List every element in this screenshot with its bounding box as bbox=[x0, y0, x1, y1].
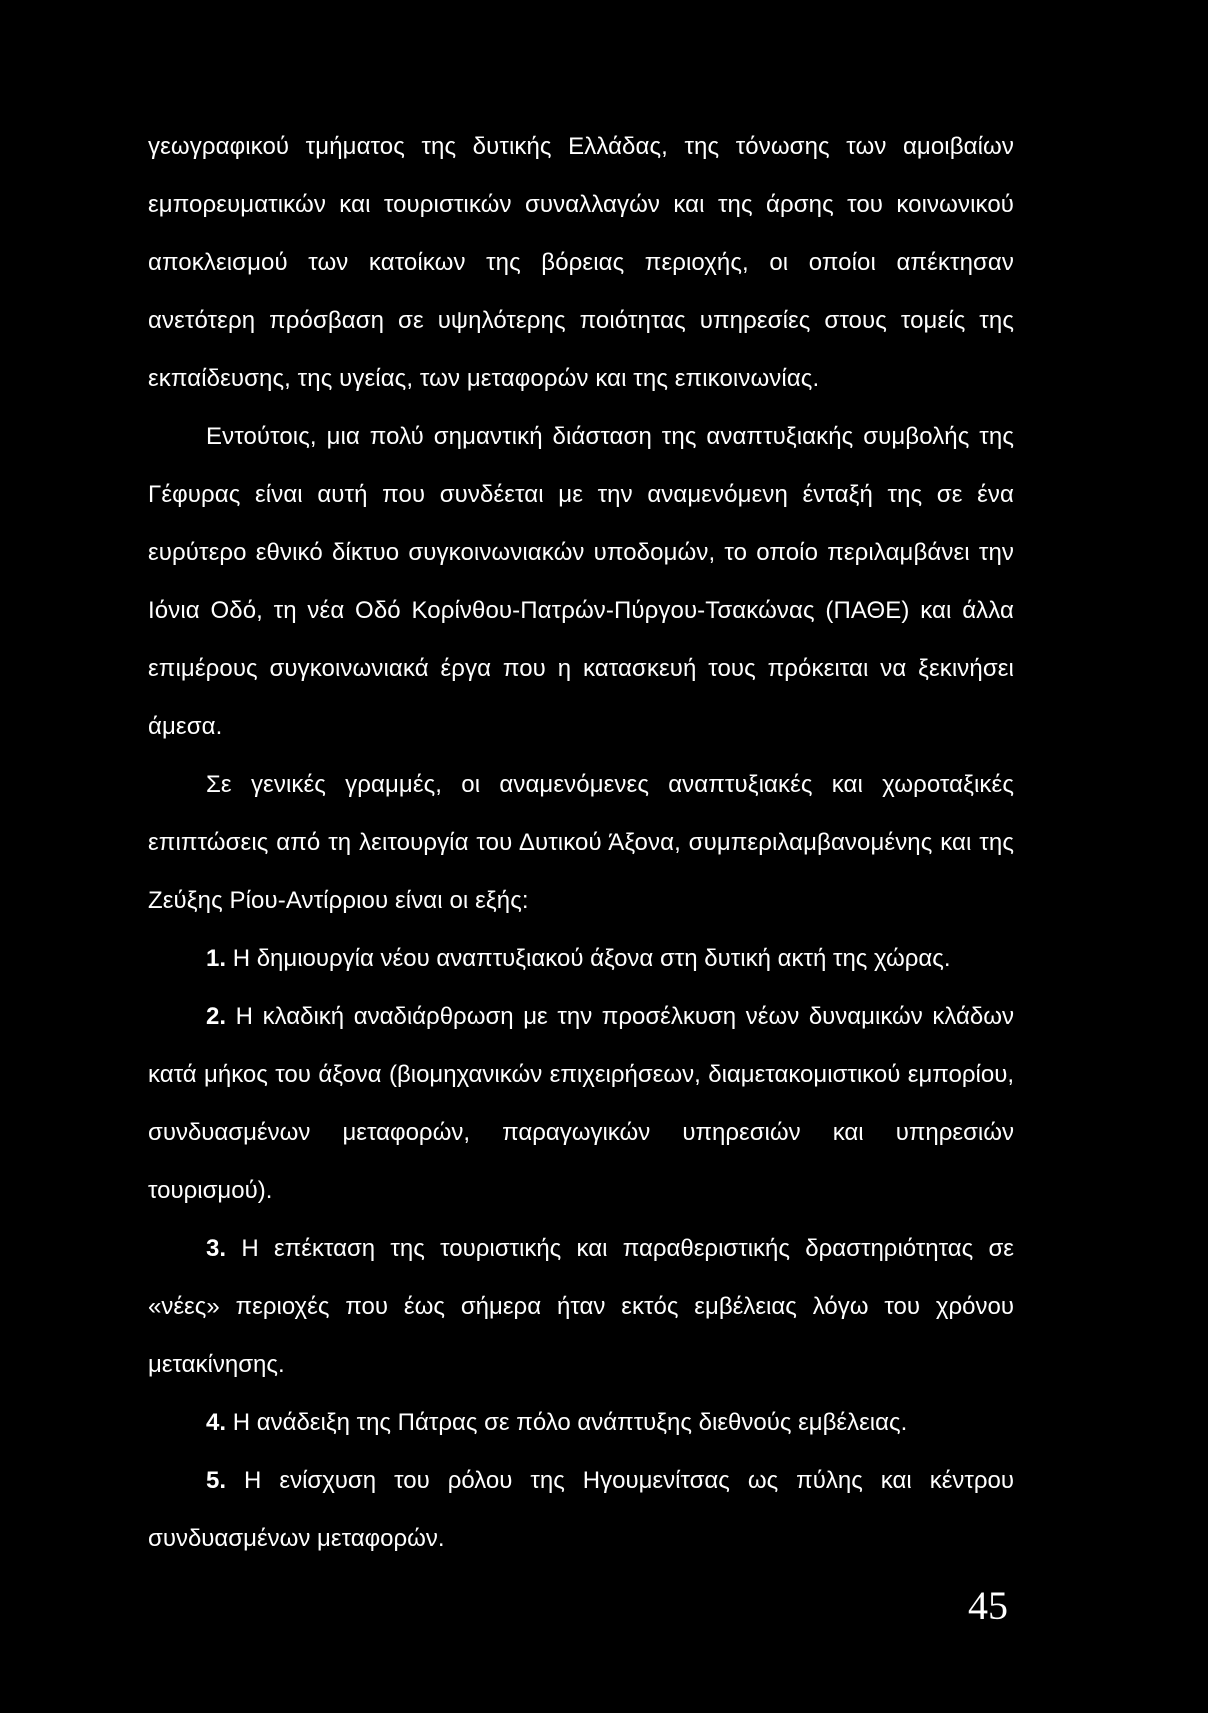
impacts-list bbox=[148, 930, 1014, 1568]
list-item bbox=[148, 1452, 1014, 1568]
list-item bbox=[148, 930, 1014, 988]
list-item bbox=[148, 988, 1014, 1220]
list-item-text: Η επέκταση της τουριστικής και παραθεριστικής δραστηριότητας σε «νέες» περιοχές που έως σήμερα ήταν εκτός εμβέλειας λόγω του χρόνου μετακίνησης. bbox=[148, 1235, 1015, 1378]
list-item bbox=[148, 1220, 1014, 1394]
list-item-number: 1. bbox=[206, 945, 227, 972]
list-item-number: 5. bbox=[206, 1467, 227, 1494]
list-item-number: 4. bbox=[206, 1409, 227, 1436]
page-number: 45 bbox=[968, 1583, 1008, 1628]
paragraph-impacts-intro: Σε γενικές γραμμές, οι αναμενόμενες αναπτυξιακές και χωροταξικές επιπτώσεις από τη λειτουργία του Δυτικού Άξονα, συμπεριλαμβανομένης και της Ζεύξης Ρίου-Αντίρριου είναι οι εξής: bbox=[148, 771, 1014, 914]
list-item-text: Η ανάδειξη της Πάτρας σε πόλο ανάπτυξης διεθνούς εμβέλειας. bbox=[232, 1409, 908, 1436]
document-body bbox=[148, 118, 1014, 1568]
list-item-text: Η δημιουργία νέου αναπτυξιακού άξονα στη δυτική ακτή της χώρας. bbox=[232, 945, 951, 972]
paragraph-continuation: γεωγραφικού τμήματος της δυτικής Ελλάδας, της τόνωσης των αμοιβαίων εμπορευματικών και τουριστικών συναλλαγών και της άρσης του κοινωνικού αποκλεισμού των κατοίκων της βόρειας περιοχής, οι οποίοι απέκτησαν ανετότερη πρόσβαση σε υψηλότερης ποιότητας υπηρεσίες στους τομείς της εκπαίδευσης, της υγείας, των μεταφορών και της επικοινωνίας. bbox=[148, 133, 1014, 392]
list-item-number: 3. bbox=[206, 1235, 227, 1262]
list-item-number: 2. bbox=[206, 1003, 227, 1030]
list-item-text: Η κλαδική αναδιάρθρωση με την προσέλκυση νέων δυναμικών κλάδων κατά μήκος του άξονα (βιομηχανικών επιχειρήσεων, διαμετακομιστικού εμπορίου, συνδυασμένων μεταφορών, παραγωγικών υπηρεσιών και υπηρεσιών τουρισμού). bbox=[148, 1003, 1014, 1204]
list-item-text: Η ενίσχυση του ρόλου της Ηγουμενίτσας ως πύλης και κέντρου συνδυασμένων μεταφορών. bbox=[148, 1467, 1014, 1552]
list-item bbox=[148, 1394, 1014, 1452]
paragraph-bridge-network: Εντούτοις, μια πολύ σημαντική διάσταση της αναπτυξιακής συμβολής της Γέφυρας είναι αυτή που συνδέεται με την αναμενόμενη ένταξή της σε ένα ευρύτερο εθνικό δίκτυο συγκοινωνιακών υποδομών, το οποίο περιλαμβάνει την Ιόνια Οδό, τη νέα Οδό Κορίνθου-Πατρών-Πύργου-Τσακώνας (ΠΑΘΕ) και άλλα επιμέρους συγκοινωνιακά έργα που η κατασκευή τους πρόκειται να ξεκινήσει άμεσα. bbox=[148, 423, 1014, 740]
